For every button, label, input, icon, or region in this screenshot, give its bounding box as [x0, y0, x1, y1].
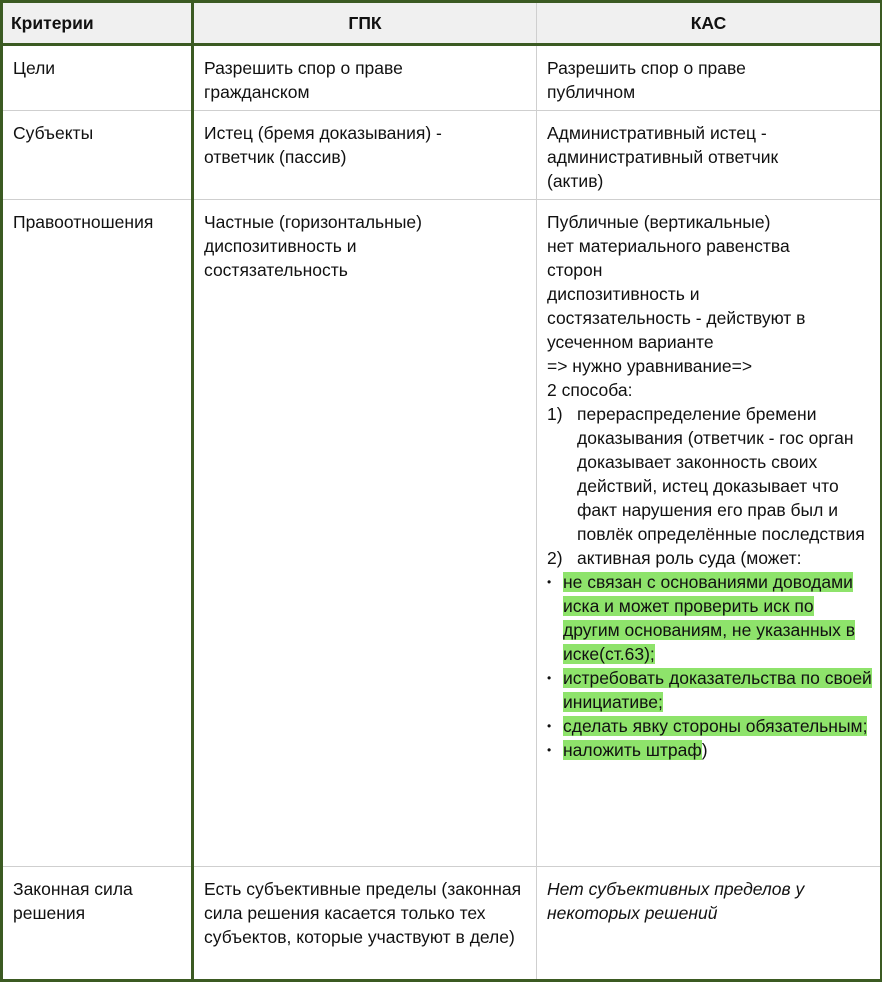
highlighted-text: наложить штраф — [563, 740, 702, 760]
table-row — [3, 200, 881, 867]
bullet-icon: • — [547, 743, 552, 757]
header-kas: КАС — [537, 3, 881, 45]
criterion-relations: Правоотношения — [3, 200, 193, 867]
header-criteria: Критерии — [3, 3, 193, 45]
table-row — [3, 45, 881, 111]
text-line: ответчик (пассив) — [204, 147, 347, 167]
table-row — [3, 111, 881, 200]
text-line: диспозитивность и — [547, 284, 700, 304]
text-line: Административный истец - — [547, 123, 767, 143]
text-line: нет материального равенства — [547, 236, 790, 256]
text-line: диспозитивность и — [204, 236, 357, 256]
text-line: усеченном варианте — [547, 332, 714, 352]
gpk-goals — [193, 45, 537, 111]
bullet-item — [547, 570, 872, 666]
table-header-row — [3, 3, 881, 45]
text-line: 2 способа: — [547, 380, 633, 400]
criterion-legal-force: Законная сила решения — [3, 867, 193, 980]
text-line: Разрешить спор о праве — [547, 58, 746, 78]
gpk-legal-force: Есть субъективные пределы (законная сила решения касается только тех субъектов, которые участвуют в деле) — [193, 867, 537, 980]
item-text: активная роль суда (может: — [577, 548, 802, 568]
bullet-item — [547, 714, 872, 738]
bullet-list — [547, 570, 872, 762]
text-line: Частные (горизонтальные) — [204, 212, 422, 232]
text-line: гражданском — [204, 82, 310, 102]
kas-relations — [537, 200, 881, 867]
kas-goals — [537, 45, 881, 111]
item-number: 2) — [547, 548, 563, 568]
closing-paren: ) — [701, 740, 708, 760]
bullet-item — [547, 738, 872, 762]
text-line: сторон — [547, 260, 603, 280]
numbered-list — [547, 402, 872, 570]
text-line: состязательность - действуют в — [547, 308, 806, 328]
bullet-icon: • — [547, 671, 552, 685]
text-line: Публичные (вертикальные) — [547, 212, 771, 232]
item-number: 1) — [547, 404, 563, 424]
text-line: административный ответчик — [547, 147, 779, 167]
text-line: состязательность — [204, 260, 348, 280]
bullet-item — [547, 666, 872, 714]
highlighted-text: не связан с основаниями доводами иска и может проверить иск по другим основаниям, не указанных в иске(ст.63); — [563, 572, 856, 664]
item-text: перераспределение бремени доказывания (ответчик - гос орган доказывает законность своих действий, истец доказывает что факт нарушения его прав был и повлёк определённые последствия — [577, 404, 865, 544]
numbered-item — [547, 546, 872, 570]
gpk-subjects — [193, 111, 537, 200]
criterion-goals: Цели — [3, 45, 193, 111]
criterion-subjects: Субъекты — [3, 111, 193, 200]
kas-subjects — [537, 111, 881, 200]
bullet-icon: • — [547, 575, 552, 589]
numbered-item — [547, 402, 872, 546]
highlighted-text: истребовать доказательства по своей инициативе; — [563, 668, 872, 712]
gpk-relations — [193, 200, 537, 867]
text-line: (актив) — [547, 171, 604, 191]
text-line: Истец (бремя доказывания) - — [204, 123, 442, 143]
bullet-icon: • — [547, 719, 552, 733]
highlighted-text: сделать явку стороны обязательным; — [563, 716, 868, 736]
header-gpk: ГПК — [193, 3, 537, 45]
kas-legal-force: Нет субъективных пределов у некоторых решений — [537, 867, 881, 980]
table-row — [3, 867, 881, 980]
comparison-table — [2, 2, 881, 980]
text-line: Разрешить спор о праве — [204, 58, 403, 78]
text-line: => нужно уравнивание=> — [547, 356, 753, 376]
text-line: публичном — [547, 82, 636, 102]
